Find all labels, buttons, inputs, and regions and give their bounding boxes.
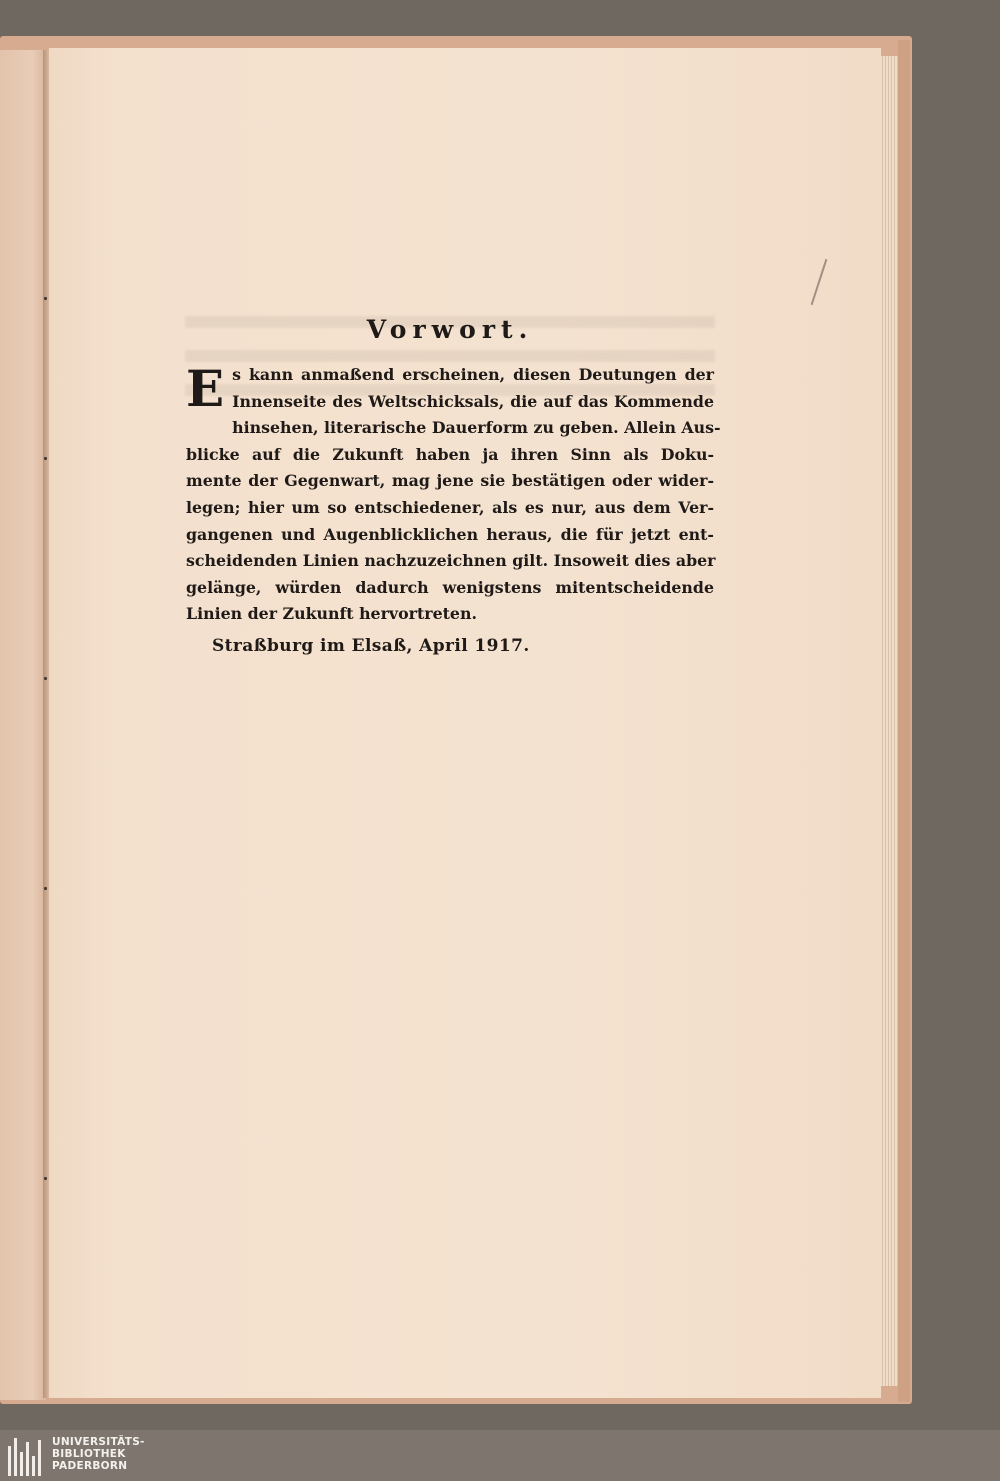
text-line: Innenseite des Weltschicksals, die auf das Kommende [232, 391, 714, 411]
binding-stitch [44, 297, 47, 300]
text-line: hinsehen, literarische Dauerform zu geben. Allein Aus- [232, 418, 721, 438]
library-name-line: PADERBORN [52, 1460, 128, 1472]
text-line: scheidenden Linien nachzuzeichnen gilt. Insoweit dies aber [186, 551, 716, 571]
preface-paragraph [186, 359, 721, 628]
cover-edge [898, 40, 910, 1402]
library-name-line: UNIVERSITÄTS- [52, 1436, 145, 1448]
text-line: blicke auf die Zukunft haben ja ihren Sinn als Doku- [186, 444, 714, 464]
page-edges [880, 56, 900, 1386]
binding-stitch [44, 677, 47, 680]
right-page [49, 48, 881, 1398]
left-page [0, 50, 46, 1400]
text-line: Linien der Zukunft hervortreten. [186, 604, 477, 624]
text-line: mente der Gegenwart, mag jene sie bestätigen oder wider- [186, 471, 714, 491]
text-line: gangenen und Augenblicklichen heraus, die für jetzt ent- [186, 524, 714, 544]
library-name [52, 1436, 145, 1472]
dateline: Straßburg im Elsaß, April 1917. [212, 635, 530, 656]
drop-cap-initial: E [186, 359, 225, 418]
preface-text-block [186, 314, 721, 656]
binding-stitch [44, 1177, 47, 1180]
binding-stitch [44, 887, 47, 890]
library-logo-icon [8, 1438, 48, 1476]
library-footer [0, 1430, 1000, 1481]
text-line: gelänge, würden dadurch wenigstens mitentscheidende [186, 577, 714, 597]
binding-stitch [44, 457, 47, 460]
library-name-line: BIBLIOTHEK [52, 1448, 126, 1460]
page-title: Vorwort. [366, 315, 534, 344]
text-line: legen; hier um so entschiedener, als es nur, aus dem Ver- [186, 497, 714, 517]
text-line: s kann anmaßend erscheinen, diesen Deutungen der [232, 365, 714, 384]
